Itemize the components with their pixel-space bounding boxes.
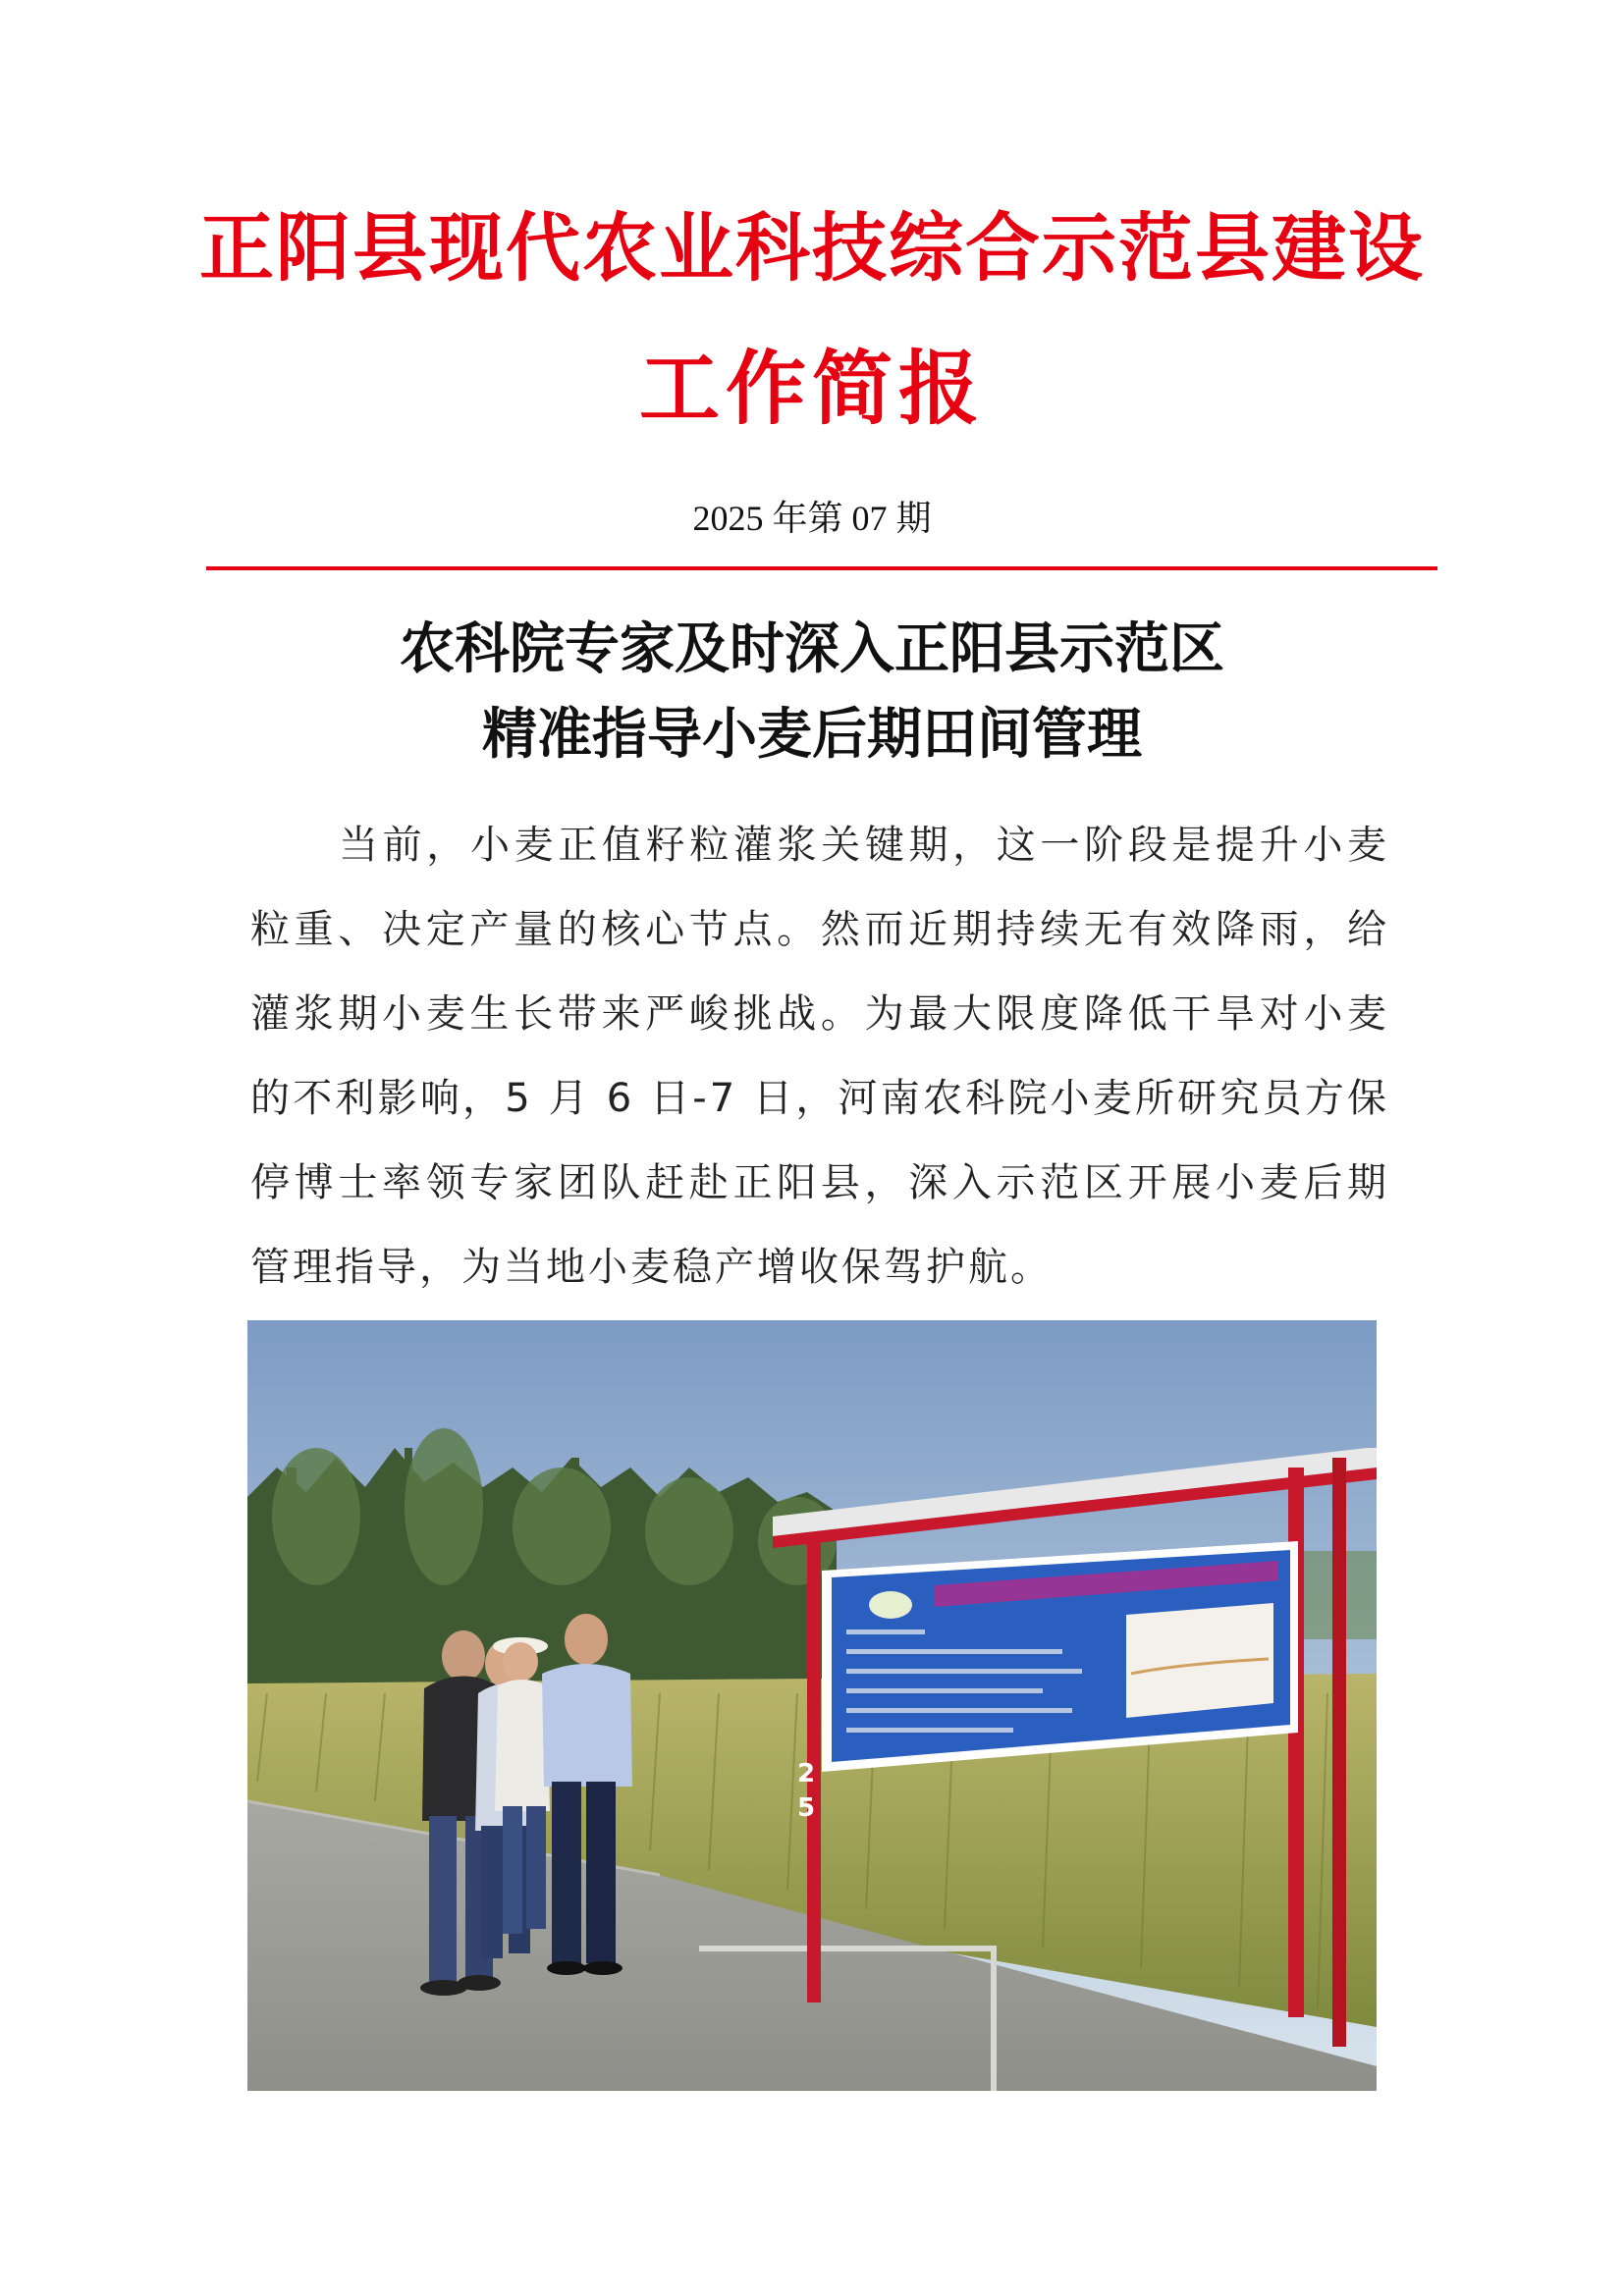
issue-number: 2025 年第 07 期 [692, 499, 932, 538]
svg-text:2: 2 [797, 1759, 816, 1789]
expert-group [420, 1614, 632, 1996]
red-divider [206, 566, 1437, 570]
field-photo [247, 1320, 1377, 2091]
svg-text:5: 5 [797, 1793, 816, 1823]
masthead-title: 正阳县现代农业科技综合示范县建设 [199, 204, 1425, 292]
masthead-subtitle: 工作简报 [638, 342, 985, 436]
article-title-line-1: 农科院专家及时深入正阳县示范区 [400, 616, 1224, 681]
article-paragraph: 当前，小麦正值籽粒灌浆关键期，这一阶段是提升小麦粒重、决定产量的核心节点。然而近期持续无有效降雨，给灌浆期小麦生长带来严峻挑战。为最大限度降低干旱对小麦的不利影响，5 月 6 日-7 日，河南农科院小麦所研究员方保停博士率领专家团队赶赴正阳县，深入示范区开展小麦后期管理指导，为当地小麦稳产增收保驾护航。 [250, 823, 1389, 1290]
article-title-line-2: 精准指导小麦后期田间管理 [482, 702, 1142, 767]
